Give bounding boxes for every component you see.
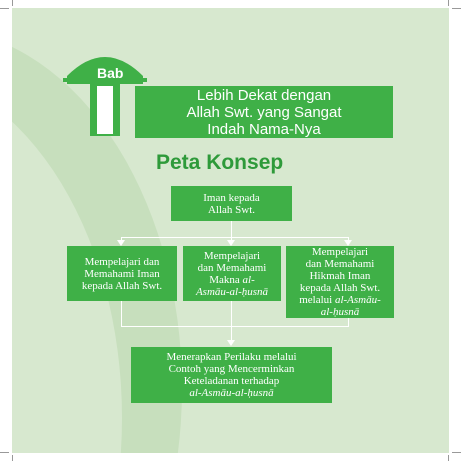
box-line-italic: Asmāu-al-ḥusnā [195,285,269,298]
box-text-italic: al-Asmāu- [334,294,381,306]
title-line: Lebih Dekat dengan [196,86,332,104]
chapter-label: Bab [97,65,124,81]
concept-map-heading: Peta Konsep [156,151,284,174]
connector [121,326,349,327]
box-line: dan Memahami [305,258,375,270]
box-line: Memahami Iman [84,267,160,280]
crop-mark [12,455,13,461]
concept-right [286,246,394,318]
chapter-numeral-icon [97,86,113,134]
box-line [290,294,390,306]
title-line: Allah Swt. yang Sangat [186,103,342,121]
crop-mark [0,8,9,9]
box-text: melalui [299,294,335,306]
concept-left [67,246,177,301]
box-line [187,274,277,286]
box-line: Mempelajari dan [84,255,160,268]
crop-mark [448,455,449,461]
connector [231,221,232,238]
box-line: Iman kepada [203,191,260,204]
box-line: Keteladanan terhadap [183,375,280,387]
connector [348,318,349,326]
box-line-italic: al-ḥusnā [320,306,360,318]
crop-mark [448,0,449,6]
title-line: Indah Nama-Nya [207,120,321,138]
crop-mark [12,0,13,6]
box-line: Mempelajari [311,246,369,258]
connector [121,301,122,326]
concept-bottom [131,347,332,403]
box-line: dan Memahami [197,261,267,274]
connector [121,237,348,238]
crop-mark [0,452,9,453]
box-line: kepada Allah Swt. [299,282,381,294]
connector [231,301,232,341]
box-line: Allah Swt. [207,203,256,216]
box-line: Hikmah Iman [309,270,371,282]
chapter-title [135,86,393,138]
crop-mark [452,452,461,453]
box-line: Mempelajari [203,249,261,262]
box-text: Makna [209,273,243,286]
concept-middle [183,246,281,301]
box-line: kepada Allah Swt. [81,279,163,292]
box-text-italic: al- [242,273,255,286]
box-line: Menerapkan Perilaku melalui [166,351,297,363]
concept-root [171,186,292,221]
box-line-italic: al-Asmāu-al-ḥusnā [189,387,274,399]
box-line: Contoh yang Mencerminkan [168,363,295,375]
arrow-icon [227,340,235,346]
crop-mark [452,8,461,9]
